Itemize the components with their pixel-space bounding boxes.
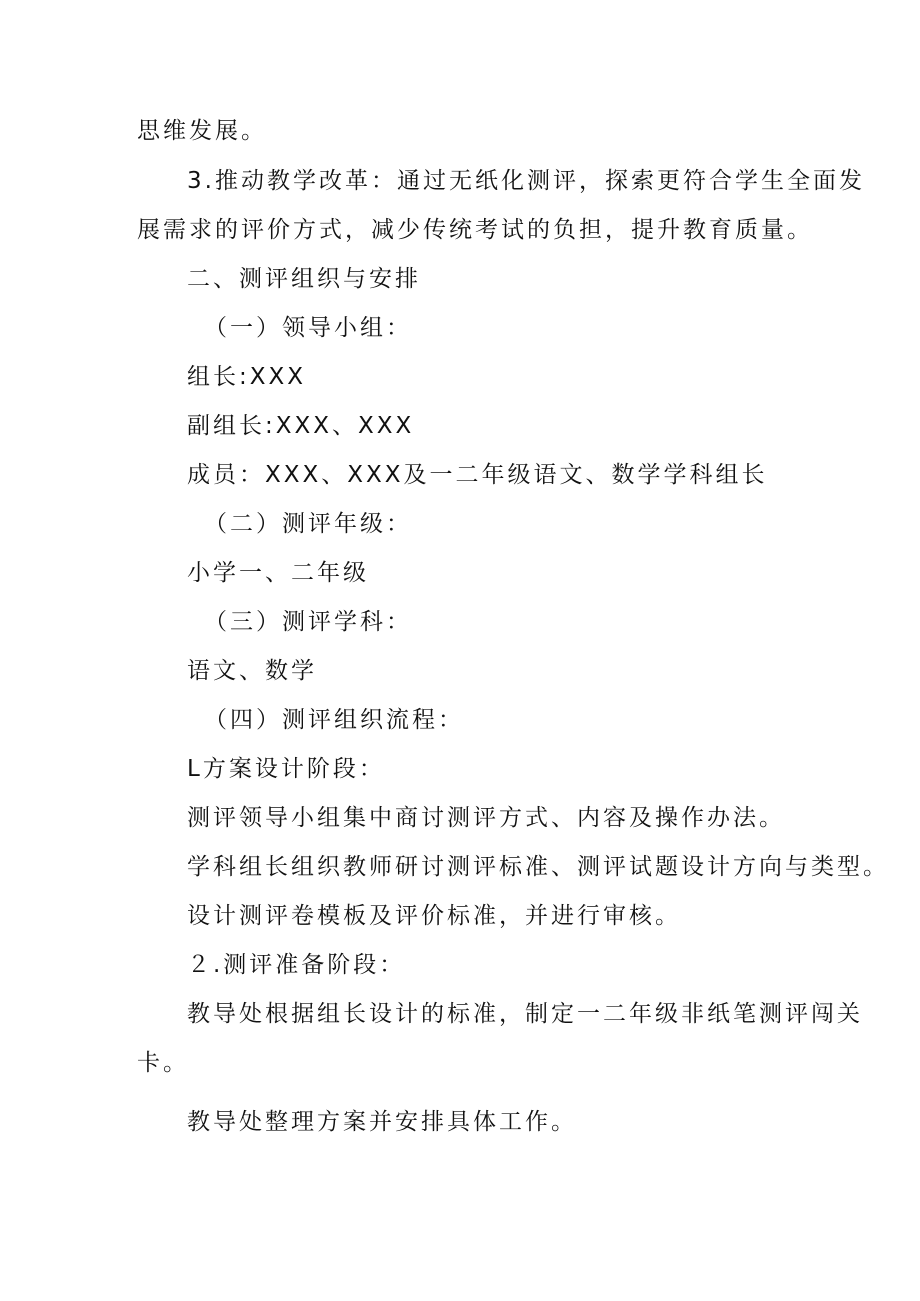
paragraph-line: 卡。 (137, 1050, 189, 1076)
subsection-heading: （一）领导小组： (204, 315, 412, 341)
paragraph-line: 副组长:XXX、XXX (187, 413, 415, 439)
step-heading: L方案设计阶段： (187, 756, 385, 782)
step-heading: ２.测评准备阶段： (187, 952, 406, 978)
paragraph-line: 3.推动教学改革：通过无纸化测评，探索更符合学生全面发 (187, 168, 865, 194)
paragraph-line: 成员：XXX、XXX及一二年级语文、数学学科组长 (187, 462, 768, 488)
paragraph-line: 展需求的评价方式，减少传统考试的负担，提升教育质量。 (137, 217, 813, 243)
paragraph-line: 教导处根据组长设计的标准，制定一二年级非纸笔测评闯关 (187, 1001, 863, 1027)
paragraph-line: 思维发展。 (137, 118, 267, 144)
subsection-heading: （四）测评组织流程： (204, 707, 464, 733)
paragraph-line: 设计测评卷模板及评价标准，并进行审核。 (187, 903, 681, 929)
subsection-heading: （三）测评学科： (204, 609, 412, 635)
paragraph-line: 组长:XXX (187, 364, 307, 390)
paragraph-line: 语文、数学 (187, 658, 317, 684)
section-heading: 二、测评组织与安排 (187, 266, 421, 292)
paragraph-line: 小学一、二年级 (187, 560, 369, 586)
paragraph-line: 学科组长组织教师研讨测评标准、测评试题设计方向与类型。 (187, 854, 889, 880)
paragraph-line: 教导处整理方案并安排具体工作。 (187, 1109, 577, 1135)
subsection-heading: （二）测评年级： (204, 511, 412, 537)
paragraph-line: 测评领导小组集中商讨测评方式、内容及操作办法。 (187, 805, 785, 831)
